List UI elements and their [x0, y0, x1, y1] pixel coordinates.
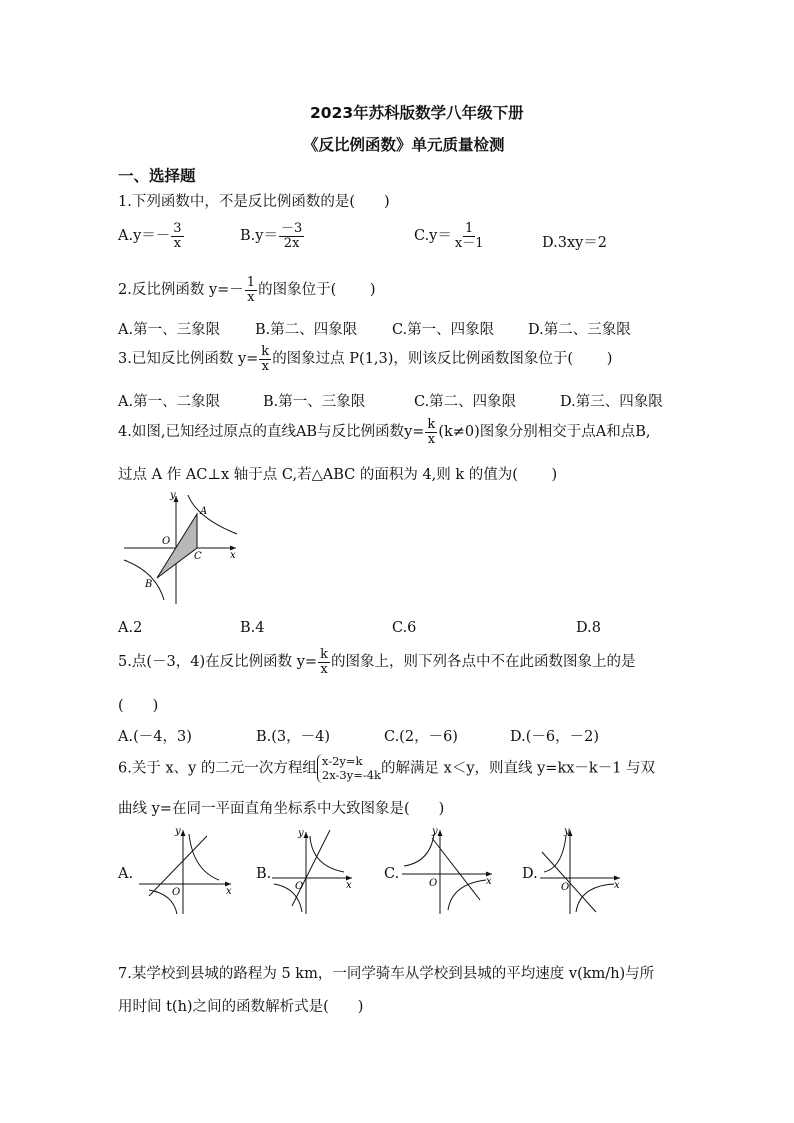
q6d-axis-x-label: x [614, 880, 620, 891]
q6-option-b-label: B. [256, 866, 272, 882]
q4-hyperbola-branch-2 [124, 560, 164, 600]
q5-option-c: C.(2，－6) [384, 729, 458, 745]
q6-equation-system: x-2y=k 2x-3y=-4k [317, 754, 381, 783]
q6-option-a-label: A. [118, 866, 134, 882]
q6-graph-a [135, 826, 235, 916]
question-3-stem: 3.已知反比例函数 y= $\frac{k}{x}$ 的图象过点 P(1,3)，则该反比例函数图象位于( ) [118, 344, 613, 374]
q6c-axis-y-label: y [432, 826, 438, 837]
question-1-stem: 1.下列函数中，不是反比例函数的是( ) [118, 194, 390, 210]
q3-option-d: D.第三、四象限 [560, 394, 663, 410]
q5-answer-paren: ( ) [118, 698, 159, 714]
q6c-origin-label: O [429, 878, 438, 889]
q4-label-c: C [194, 551, 202, 562]
q4-figure [118, 490, 248, 610]
q4-label-a: A [200, 506, 208, 517]
question-2-stem: 2.反比例函数 y=－ $\frac{1}{x}$ 的图象位于( ) [118, 275, 376, 305]
q4-option-c: C.6 [392, 620, 417, 636]
q6b-axis-y-label: y [298, 828, 304, 839]
q3-option-c: C.第二、四象限 [414, 394, 517, 410]
q2-option-a: A.第一、三象限 [118, 322, 221, 338]
q1-option-c: C.y＝ $\frac{1}{x-1}$ [414, 221, 484, 251]
q3-option-b: B.第一、三象限 [263, 394, 366, 410]
q1-option-d: D.3xy＝2 [542, 235, 608, 251]
q6-option-c-label: C. [384, 866, 400, 882]
q2-option-c: C.第一、四象限 [392, 322, 495, 338]
question-4-stem-line2: 过点 A 作 AC⊥x 轴于点 C,若△ABC 的面积为 4,则 k 的值为( ) [118, 467, 558, 483]
q6b-axis-x-label: x [346, 880, 352, 891]
question-4-stem-line1: 4.如图,已知经过原点的直线AB与反比例函数y= $\frac{k}{x}$ (k≠0)图象分别相交于点A和点B, [118, 417, 651, 447]
q6-option-d-label: D. [522, 866, 538, 882]
q6-graph-c [398, 826, 498, 916]
q3-option-a: A.第一、二象限 [118, 394, 221, 410]
question-6-stem-line1: 6.关于 x、y 的二元一次方程组 x-2y=k 2x-3y=-4k 的解满足 x＜y，则直线 y=kx－k－1 与双 [118, 754, 656, 783]
q4-label-y: y [170, 490, 176, 501]
document-subtitle: 《反比例函数》单元质量检测 [303, 136, 505, 154]
q4-option-a: A.2 [118, 620, 143, 636]
q6d-origin-label: O [561, 882, 570, 893]
q6-graph-d [536, 826, 626, 916]
q5-option-b: B.(3，－4) [256, 729, 331, 745]
q6d-axis-y-label: y [564, 826, 570, 837]
section-heading: 一、选择题 [118, 167, 196, 185]
q6a-axis-x-label: x [226, 886, 232, 897]
q4-option-b: B.4 [240, 620, 265, 636]
q6b-origin-label: O [295, 881, 304, 892]
q5-option-d: D.(－6，－2) [510, 729, 599, 745]
q1-option-b: B.y＝ $\frac{-3}{2x}$ [240, 221, 303, 251]
document-title: 2023年苏科版数学八年级下册 [310, 104, 524, 122]
q5-option-a: A.(－4，3) [118, 729, 192, 745]
q1-option-a: A.y＝－ $\frac{3}{x}$ [118, 221, 182, 251]
question-5-stem: 5.点(－3，4)在反比例函数 y= $\frac{k}{x}$ 的图象上，则下列各点中不在此函数图象上的是 [118, 647, 636, 677]
question-7-stem-line1: 7.某学校到县城的路程为 5 km，一同学骑车从学校到县城的平均速度 v(km/h)与所 [118, 966, 655, 982]
q6a-origin-label: O [172, 887, 181, 898]
q4-label-x: x [230, 550, 236, 561]
q4-label-b: B [145, 579, 153, 590]
question-6-stem-line2: 曲线 y=在同一平面直角坐标系中大致图象是( ) [118, 801, 445, 817]
q6c-axis-x-label: x [486, 876, 492, 887]
q2-option-d: D.第二、三象限 [528, 322, 631, 338]
q6-graph-b [268, 826, 358, 916]
q6a-axis-y-label: y [175, 826, 181, 837]
q4-option-d: D.8 [576, 620, 601, 636]
q2-option-b: B.第二、四象限 [255, 322, 358, 338]
q4-label-o: O [162, 536, 171, 547]
question-7-stem-line2: 用时间 t(h)之间的函数解析式是( ) [118, 999, 364, 1015]
